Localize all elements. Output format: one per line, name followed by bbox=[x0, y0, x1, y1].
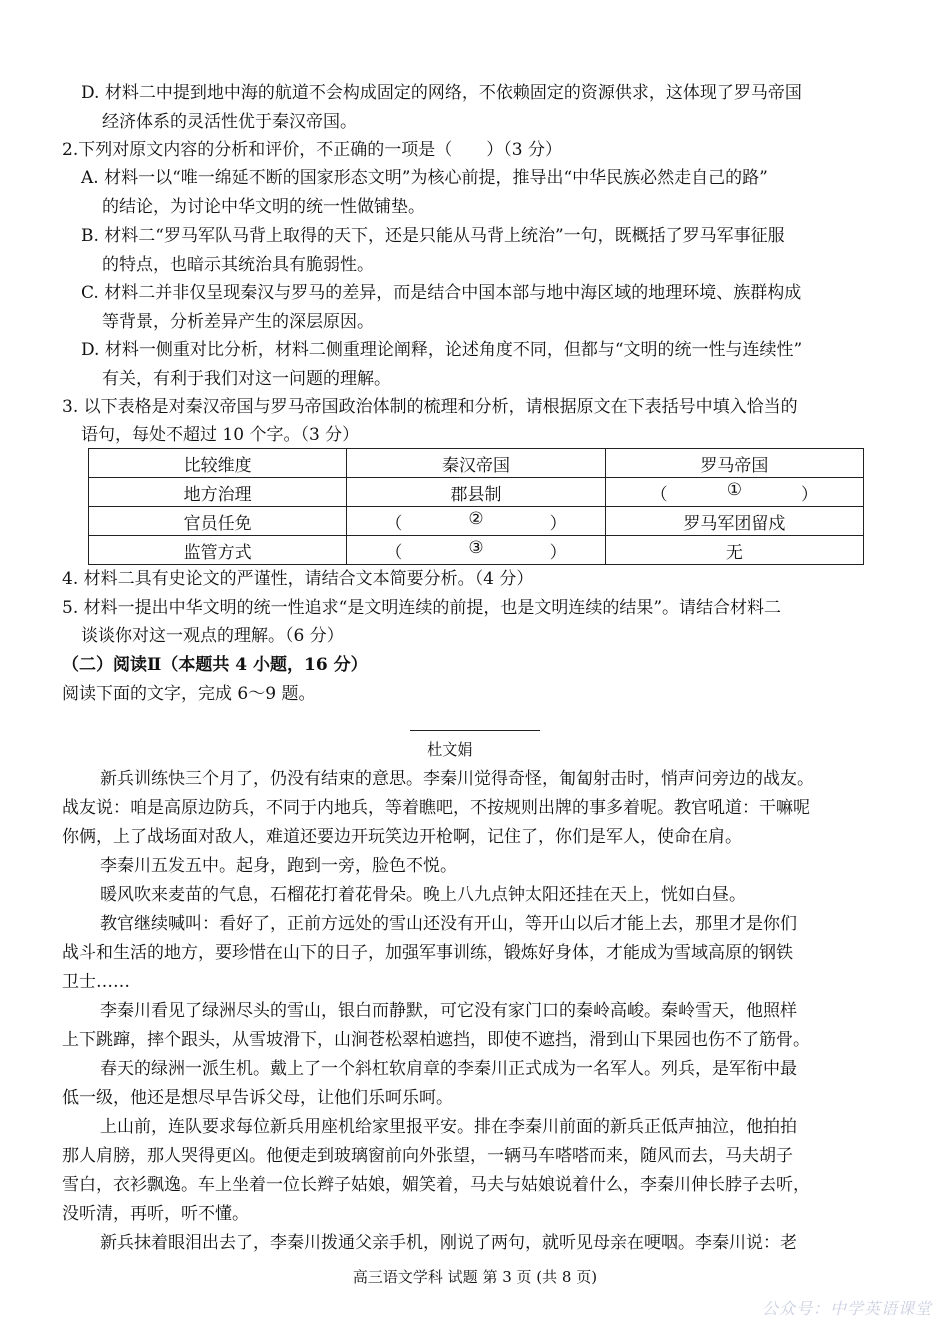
table-row bbox=[89, 478, 864, 507]
paren-open: （ bbox=[650, 484, 668, 505]
table-header-row bbox=[89, 449, 864, 478]
story-line: 暖风吹来麦苗的气息，石榴花打着花骨朵。晚上八九点钟太阳还挂在天上，恍如白昼。 bbox=[100, 885, 746, 905]
table-cell-dimension: 地方治理 bbox=[89, 478, 347, 507]
q2-option-c-line1: C. 材料二并非仅呈现秦汉与罗马的差异，而是结合中国本部与地中海区域的地理环境、族群构成 bbox=[81, 283, 802, 303]
story-line: 教官继续喊叫：看好了，正前方远处的雪山还没有开山，等开山以后才能上去，那里才是你们 bbox=[100, 914, 797, 934]
story-line: 新兵训练快三个月了，仍没有结束的意思。李秦川觉得奇怪，匍匐射击时，悄声问旁边的战友。 bbox=[100, 769, 814, 789]
table-cell-dimension: 官员任免 bbox=[89, 507, 347, 536]
table-header-qinhan: 秦汉帝国 bbox=[347, 449, 605, 478]
q3-stem-line2: 语句，每处不超过 10 个字。（3 分） bbox=[81, 425, 360, 445]
table-header-rome: 罗马帝国 bbox=[605, 449, 863, 478]
q2-option-a-line1: A. 材料一以“唯一绵延不断的国家形态文明”为核心前提，推导出“中华民族必然走自己的路” bbox=[81, 168, 768, 188]
story-line: 战斗和生活的地方，要珍惜在山下的日子，加强军事训练，锻炼好身体，才能成为雪域高原的钢铁 bbox=[62, 943, 793, 963]
q4-stem: 4. 材料二具有史论文的严谨性，请结合文本简要分析。（4 分） bbox=[62, 569, 534, 589]
story-line: 那人肩膀，那人哭得更凶。他便走到玻璃窗前向外张望，一辆马车嗒嗒而来，随风而去，马夫胡子 bbox=[62, 1146, 793, 1166]
q2-stem: 2.下列对原文内容的分析和评价，不正确的一项是（ ）（3 分） bbox=[62, 140, 562, 160]
table-cell-rome-blank[interactable] bbox=[605, 478, 863, 507]
q2-option-b-line1: B. 材料二“罗马军队马背上取得的天下，还是只能从马背上统治”一句，既概括了罗马军事征服 bbox=[81, 226, 785, 246]
story-line: 雪白，衣衫飘逸。车上坐着一位长辫子姑娘，媚笑着，马夫与姑娘说着什么，李秦川伸长脖子去听， bbox=[62, 1175, 810, 1195]
q2-option-b-line2: 的特点，也暗示其统治具有脆弱性。 bbox=[102, 255, 374, 275]
q1-option-d-line1: D. 材料二中提到地中海的航道不会构成固定的网络，不依赖固定的资源供求，这体现了罗马帝国 bbox=[81, 83, 802, 103]
story-line: 春天的绿洲一派生机。戴上了一个斜杠软肩章的李秦川正式成为一名军人。列兵，是军衔中最 bbox=[100, 1059, 797, 1079]
blank-marker-1: ① bbox=[726, 479, 742, 500]
table-row bbox=[89, 536, 864, 565]
q1-option-d-line2: 经济体系的灵活性优于秦汉帝国。 bbox=[102, 112, 357, 132]
story-line: 卫士…… bbox=[62, 972, 130, 992]
paren-open: （ bbox=[385, 542, 403, 563]
paren-close: ） bbox=[549, 513, 567, 534]
table-cell-qinhan: 郡县制 bbox=[347, 478, 605, 507]
paren-close: ） bbox=[549, 542, 567, 563]
page-footer: 高三语文学科 试题 第 3 页 (共 8 页) bbox=[352, 1268, 598, 1286]
table-cell-rome: 无 bbox=[605, 536, 863, 565]
story-line: 上下跳蹿，摔个跟头，从雪坡滑下，山涧苍松翠柏遮挡，即使不遮挡，滑到山下果园也伤不了筋骨。 bbox=[62, 1030, 810, 1050]
table-cell-dimension: 监管方式 bbox=[89, 536, 347, 565]
story-line: 李秦川五发五中。起身，跑到一旁，脸色不悦。 bbox=[100, 856, 457, 876]
q2-option-d-line2: 有关，有利于我们对这一问题的理解。 bbox=[102, 369, 391, 389]
watermark: 公众号：中学英语课堂 bbox=[761, 1299, 932, 1318]
table-cell-qinhan-blank[interactable] bbox=[347, 507, 605, 536]
q5-stem-line1: 5. 材料一提出中华文明的统一性追求“是文明连续的前提，也是文明连续的结果”。请结合材料二 bbox=[62, 598, 782, 618]
section-heading: （二）阅读Ⅱ（本题共 4 小题，16 分） bbox=[62, 655, 368, 675]
story-line: 战友说：咱是高原边防兵，不同于内地兵，等着瞧吧，不按规则出牌的事多着呢。教官吼道：干嘛呢 bbox=[62, 798, 810, 818]
table-cell-qinhan-blank[interactable] bbox=[347, 536, 605, 565]
story-line: 李秦川看见了绿洲尽头的雪山，银白而静默，可它没有家门口的秦岭高峻。秦岭雪天，他照样 bbox=[100, 1001, 797, 1021]
paren-open: （ bbox=[385, 513, 403, 534]
q5-stem-line2: 谈谈你对这一观点的理解。（6 分） bbox=[81, 626, 344, 646]
section-instruction: 阅读下面的文字，完成 6～9 题。 bbox=[62, 684, 316, 704]
story-author: 杜文娟 bbox=[427, 740, 473, 759]
table-header-dimension: 比较维度 bbox=[89, 449, 347, 478]
story-line: 新兵抹着眼泪出去了，李秦川拨通父亲手机，刚说了两句，就听见母亲在哽咽。李秦川说：老 bbox=[100, 1233, 797, 1253]
comparison-table bbox=[88, 448, 864, 565]
title-rule bbox=[410, 730, 540, 731]
story-line: 低一级，他还是想尽早告诉父母，让他们乐呵乐呵。 bbox=[62, 1088, 453, 1108]
q3-stem-line1: 3. 以下表格是对秦汉帝国与罗马帝国政治体制的梳理和分析，请根据原文在下表括号中填入恰当的 bbox=[62, 397, 798, 417]
table-cell-rome: 罗马军团留戍 bbox=[605, 507, 863, 536]
paren-close: ） bbox=[801, 484, 818, 505]
q2-option-d-line1: D. 材料一侧重对比分析，材料二侧重理论阐释，论述角度不同，但都与“文明的统一性与连续性” bbox=[81, 340, 803, 360]
blank-marker-3: ③ bbox=[468, 537, 484, 558]
table-row bbox=[89, 507, 864, 536]
story-line: 没听清，再听，听不懂。 bbox=[62, 1204, 249, 1224]
story-line: 上山前，连队要求每位新兵用座机给家里报平安。排在李秦川前面的新兵正低声抽泣，他拍拍 bbox=[100, 1117, 797, 1137]
q2-option-c-line2: 等背景，分析差异产生的深层原因。 bbox=[102, 312, 374, 332]
story-line: 你俩，上了战场面对敌人，难道还要边开玩笑边开枪啊，记住了，你们是军人，使命在肩。 bbox=[62, 827, 742, 847]
q2-option-a-line2: 的结论，为讨论中华文明的统一性做铺垫。 bbox=[102, 197, 425, 217]
blank-marker-2: ② bbox=[468, 508, 484, 529]
